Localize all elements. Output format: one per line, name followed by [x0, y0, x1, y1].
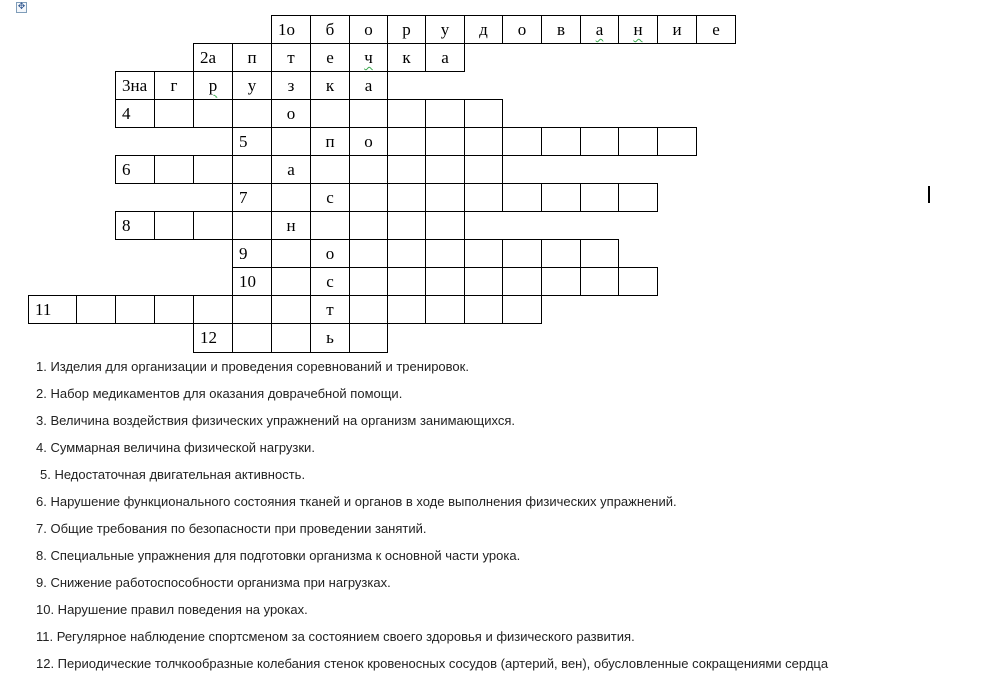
cell-letter: о [517, 20, 527, 39]
crossword-cell[interactable] [464, 127, 503, 156]
cell-letter: ь [326, 328, 334, 347]
crossword-cell[interactable] [310, 267, 350, 296]
clue-item: 5. Недостаточная двигательная активность. [40, 467, 306, 482]
clue-list [36, 356, 966, 680]
clue-item: 2. Набор медикаментов для оказания доврачебной помощи. [36, 386, 403, 401]
cell-letter: т [326, 300, 334, 319]
crossword-cell[interactable] [502, 239, 542, 268]
crossword-cell[interactable] [310, 71, 350, 100]
crossword-cell[interactable] [310, 43, 350, 72]
cell-letter: н [286, 216, 296, 235]
crossword-cell[interactable] [387, 267, 426, 296]
crossword-cell[interactable] [464, 239, 503, 268]
table-move-handle-icon[interactable]: ✥ [17, 2, 26, 12]
crossword-cell[interactable] [349, 155, 388, 184]
crossword-cell[interactable] [154, 71, 194, 100]
crossword-cell[interactable] [271, 183, 311, 212]
crossword-cell[interactable] [193, 211, 233, 240]
clue-number: 10 [239, 272, 256, 291]
clue-number: 3на [122, 76, 148, 95]
clue-number: 4 [122, 104, 131, 123]
crossword-cell[interactable] [618, 183, 658, 212]
clue-item: 10. Нарушение правил поведения на уроках. [36, 602, 308, 617]
cell-letter: з [287, 76, 295, 95]
crossword-cell[interactable] [271, 295, 311, 324]
clue-number: 9 [239, 244, 248, 263]
cell-letter: в [556, 20, 566, 39]
crossword-cell[interactable] [349, 323, 388, 353]
crossword-number-cell[interactable] [115, 71, 155, 100]
crossword-cell[interactable] [310, 15, 350, 44]
cell-letter: д [479, 20, 488, 39]
crossword-cell[interactable] [76, 295, 116, 324]
crossword-cell[interactable] [502, 127, 542, 156]
crossword-cell[interactable] [349, 127, 388, 156]
crossword-number-cell[interactable] [115, 211, 155, 240]
clue-item: 11. Регулярное наблюдение спортсменом за состоянием своего здоровья и физического развития. [36, 629, 635, 644]
cell-letter: и [672, 20, 682, 39]
crossword-cell[interactable] [502, 183, 542, 212]
crossword-cell[interactable] [580, 267, 619, 296]
cell-letter: о [325, 244, 335, 263]
crossword-cell[interactable] [387, 43, 426, 72]
clue-number: 2а [200, 48, 217, 67]
crossword-cell[interactable] [618, 127, 658, 156]
crossword-number-cell[interactable] [115, 155, 155, 184]
crossword-cell[interactable] [193, 155, 233, 184]
cell-letter: н [633, 20, 643, 39]
text-cursor [928, 186, 930, 203]
crossword-cell[interactable] [541, 267, 581, 296]
crossword-cell[interactable] [349, 183, 388, 212]
crossword-number-cell[interactable] [232, 183, 272, 212]
cell-letter: о [286, 104, 296, 123]
crossword-cell[interactable] [425, 155, 465, 184]
crossword-cell[interactable] [271, 211, 311, 240]
cell-letter: п [247, 48, 257, 67]
crossword-cell[interactable] [618, 15, 658, 44]
crossword-cell[interactable] [541, 15, 581, 44]
crossword-cell[interactable] [580, 15, 619, 44]
crossword-cell[interactable] [541, 127, 581, 156]
crossword-cell[interactable] [310, 155, 350, 184]
crossword-cell[interactable] [349, 267, 388, 296]
crossword-cell[interactable] [271, 267, 311, 296]
crossword-cell[interactable] [271, 43, 311, 72]
cell-letter: б [325, 20, 335, 39]
crossword-cell[interactable] [580, 127, 619, 156]
crossword-cell[interactable] [464, 295, 503, 324]
crossword-cell[interactable] [349, 71, 388, 100]
crossword-cell[interactable] [232, 295, 272, 324]
crossword-cell[interactable] [387, 15, 426, 44]
clue-item: 7. Общие требования по безопасности при проведении занятий. [36, 521, 427, 536]
cell-letter: е [326, 48, 334, 67]
clue-number: 1о [278, 20, 295, 39]
crossword-cell[interactable] [425, 295, 465, 324]
crossword-cell[interactable] [464, 15, 503, 44]
crossword-cell[interactable] [310, 127, 350, 156]
clue-item: 8. Специальные упражнения для подготовки организма к основной части урока. [36, 548, 521, 563]
cell-letter: а [441, 48, 449, 67]
crossword-cell[interactable] [541, 239, 581, 268]
crossword-number-cell[interactable] [193, 43, 233, 72]
clue-number: 8 [122, 216, 131, 235]
cell-letter: а [595, 20, 604, 39]
cell-letter: п [325, 132, 335, 151]
crossword-cell[interactable] [425, 239, 465, 268]
clue-item: 3. Величина воздействия физических упражнений на организм занимающихся. [36, 413, 515, 428]
crossword-cell[interactable] [154, 155, 194, 184]
crossword-cell[interactable] [696, 15, 736, 44]
crossword-number-cell[interactable] [232, 239, 272, 268]
cell-letter: у [247, 76, 257, 95]
crossword-cell[interactable] [425, 99, 465, 128]
crossword-cell[interactable] [425, 15, 465, 44]
crossword-cell[interactable] [349, 15, 388, 44]
cell-letter: г [170, 76, 178, 95]
crossword-cell[interactable] [232, 155, 272, 184]
crossword-cell[interactable] [310, 211, 350, 240]
crossword-cell[interactable] [464, 155, 503, 184]
crossword-cell[interactable] [310, 295, 350, 324]
crossword-cell[interactable] [310, 239, 350, 268]
crossword-cell[interactable] [425, 127, 465, 156]
crossword-cell[interactable] [232, 323, 272, 353]
crossword-cell[interactable] [193, 99, 233, 128]
crossword-cell[interactable] [464, 267, 503, 296]
clue-item: 4. Суммарная величина физической нагрузки. [36, 440, 315, 455]
crossword-cell[interactable] [271, 155, 311, 184]
crossword-cell[interactable] [271, 99, 311, 128]
clue-number: 12 [200, 328, 217, 347]
crossword-cell[interactable] [349, 99, 388, 128]
clue-item: 1. Изделия для организации и проведения соревнований и тренировок. [36, 359, 469, 374]
crossword-cell[interactable] [115, 295, 155, 324]
crossword-cell[interactable] [387, 211, 426, 240]
cell-letter: ч [364, 48, 373, 67]
cell-letter: о [364, 20, 373, 39]
crossword-cell[interactable] [387, 127, 426, 156]
crossword-cell[interactable] [425, 43, 465, 72]
crossword-number-cell[interactable] [271, 15, 311, 44]
cell-letter: к [402, 48, 411, 67]
cell-letter: а [287, 160, 295, 179]
crossword-cell[interactable] [580, 239, 619, 268]
cell-letter: т [287, 48, 295, 67]
clue-number: 6 [122, 160, 131, 179]
crossword-number-cell[interactable] [28, 295, 77, 324]
crossword-cell[interactable] [193, 295, 233, 324]
crossword-cell[interactable] [232, 99, 272, 128]
crossword-cell[interactable] [349, 239, 388, 268]
clue-item: 6. Нарушение функционального состояния тканей и органов в ходе выполнения физических упражнений. [36, 494, 677, 509]
crossword-cell[interactable] [657, 127, 697, 156]
crossword-cell[interactable] [310, 99, 350, 128]
crossword-cell[interactable] [387, 295, 426, 324]
cell-letter: к [325, 76, 335, 95]
crossword-cell[interactable] [310, 323, 350, 353]
crossword-number-cell[interactable] [232, 127, 272, 156]
crossword-cell[interactable] [502, 15, 542, 44]
crossword-cell[interactable] [618, 267, 658, 296]
crossword-cell[interactable] [657, 15, 697, 44]
crossword-cell[interactable] [502, 295, 542, 324]
crossword-cell[interactable] [349, 43, 388, 72]
cell-letter: р [402, 20, 411, 39]
crossword-cell[interactable] [154, 99, 194, 128]
crossword-cell[interactable] [502, 267, 542, 296]
cell-letter: у [440, 20, 450, 39]
crossword-cell[interactable] [232, 211, 272, 240]
crossword-number-cell[interactable] [193, 323, 233, 353]
crossword-cell[interactable] [154, 211, 194, 240]
crossword-cell[interactable] [271, 127, 311, 156]
crossword-cell[interactable] [271, 71, 311, 100]
clue-number: 11 [35, 300, 52, 319]
crossword-cell[interactable] [387, 99, 426, 128]
crossword-cell[interactable] [310, 183, 350, 212]
crossword-cell[interactable] [349, 295, 388, 324]
crossword-number-cell[interactable] [115, 99, 155, 128]
clue-number: 7 [239, 188, 248, 207]
crossword-cell[interactable] [580, 183, 619, 212]
crossword-number-cell[interactable] [232, 267, 272, 296]
crossword-cell[interactable] [232, 71, 272, 100]
crossword-cell[interactable] [349, 211, 388, 240]
crossword-cell[interactable] [464, 183, 503, 212]
clue-item: 9. Снижение работоспособности организма при нагрузках. [36, 575, 391, 590]
crossword-cell[interactable] [271, 323, 311, 353]
crossword-cell[interactable] [425, 267, 465, 296]
crossword-cell[interactable] [154, 295, 194, 324]
cell-letter: с [326, 188, 334, 207]
crossword-cell[interactable] [464, 99, 503, 128]
cell-letter: р [208, 76, 218, 95]
crossword-cell[interactable] [271, 239, 311, 268]
crossword-cell[interactable] [387, 155, 426, 184]
crossword-cell[interactable] [193, 71, 233, 100]
clue-item: 12. Периодические толчкообразные колебания стенок кровеносных сосудов (артерий, вен), обусловленные сокращениями сердца [36, 656, 829, 671]
crossword-cell[interactable] [387, 239, 426, 268]
crossword-cell[interactable] [425, 183, 465, 212]
crossword-cell[interactable] [387, 183, 426, 212]
crossword-cell[interactable] [541, 183, 581, 212]
crossword-cell[interactable] [232, 43, 272, 72]
cell-letter: а [364, 76, 373, 95]
clue-number: 5 [239, 132, 248, 151]
cell-letter: с [326, 272, 334, 291]
cell-letter: е [712, 20, 720, 39]
crossword-cell[interactable] [425, 211, 465, 240]
cell-letter: о [364, 132, 373, 151]
